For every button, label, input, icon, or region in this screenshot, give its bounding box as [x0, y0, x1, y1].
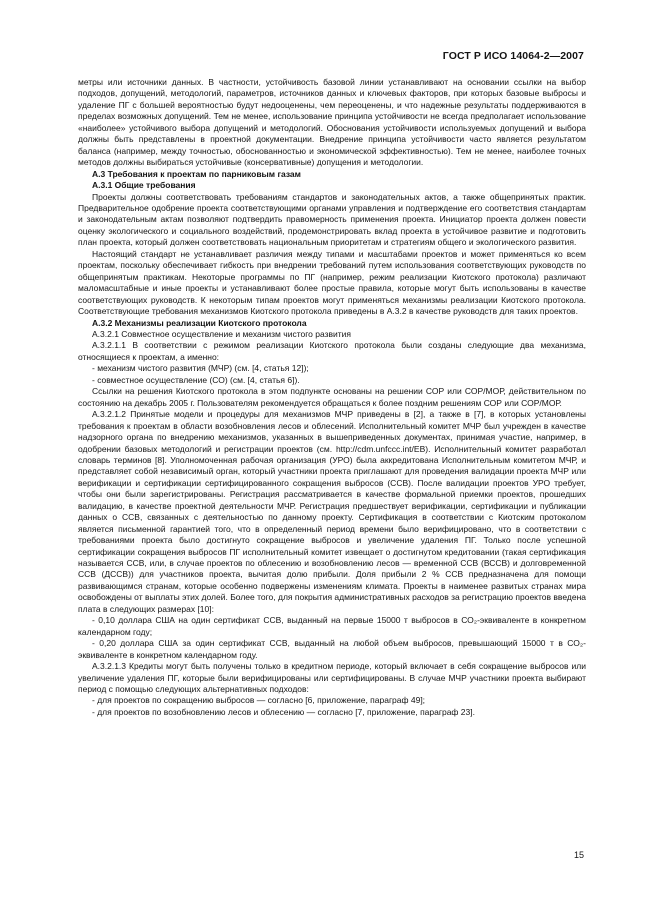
subsection-heading: А.3.2 Механизмы реализации Киотского протокола: [92, 317, 307, 328]
list-item: - 0,10 доллара США на один сертификат ССВ, выданный на первые 15000 т выбросов в СО₂-эквиваленте в конкретном календарном году;: [78, 615, 586, 637]
subsection-heading: А.3.1 Общие требования: [92, 180, 196, 191]
list-item: - 0,20 доллара США за один сертификат ССВ, выданный на любой объем выбросов, превышающий 15000 т в СО₂-эквиваленте в конкретном календарном году.: [78, 638, 586, 660]
section-heading: А.3 Требования к проектам по парниковым газам: [92, 168, 301, 179]
paragraph: Ссылки на решения Киотского протокола в этом подпункте основаны на решении СОР или СОР/МОР, действительном по состоянию на декабрь 2005 г. Пользователям рекомендуется обращаться к более поздним решениям СОР или СОР/МОР.: [78, 386, 586, 408]
paragraph: Проекты должны соответствовать требованиям стандартов и законодательных актов, а также общепринятых практик. Предварительное одобрение проекта соответствующими органами управления и подтверждение его соответствия стандартам и законодательным актам позволяют подтвердить правомерность применения проекта. Инициатор проекта должен повести оценку экологического и социального воздействий, продемонстрировать вклад проекта в устойчивое развитие и подготовить план проекта, который должен соответствовать национальным приоритетам и стратегиям общего и экологического развития.: [78, 191, 586, 248]
document-body: [78, 77, 586, 718]
clause-heading: А.3.2.1 Совместное осуществление и механизм чистого развития: [92, 328, 351, 339]
paragraph: метры или источники данных. В частности, устойчивость базовой линии устанавливают на основании ссылки на выбор подходов, допущений, методологий, параметров, источников данных и ключевых факторов, при которых базовые выбросы и удаление ПГ с большей вероятностью будут недооценены, чем переоценены, и что надежные результаты поддерживаются в пределах возможных допущений. Тем не менее, использование принципа устойчивости не всегда предполагает использование «наиболее» устойчивого выбора допущений и методологий. Обоснования устойчивости используемых допущений и выбора должны быть представлены в проектной документации. Внедрение принципа устойчивости часто является результатом баланса (например, между точностью, обоснованностью и экономической эффективностью). Тем не менее, наиболее точных методов должны выбираться устойчивые (консервативные) допущения и методологии.: [78, 77, 586, 168]
page-number: 15: [573, 850, 584, 860]
list-item: - для проектов по сокращению выбросов — согласно [6, приложение, параграф 49];: [92, 695, 426, 706]
list-item: - механизм чистого развития (МЧР) (см. [4, статья 12]);: [92, 363, 309, 374]
paragraph: А.3.2.1.3 Кредиты могут быть получены только в кредитном периоде, который включает в себя сокращение выбросов или увеличение удаления ПГ, которые были верифицированы или сертифицированы. В случае МЧР участники проекта выбирают период с помощью следующих альтернативных подходов:: [78, 661, 586, 695]
document-header: ГОСТ Р ИСО 14064-2—2007: [442, 50, 584, 62]
paragraph: А.3.2.1.1 В соответствии с режимом реализации Киотского протокола были созданы следующие два механизма, относящиеся к проектам, а именно:: [78, 340, 586, 362]
paragraph: А.3.2.1.2 Принятые модели и процедуры для механизмов МЧР приведены в [2], а также в [7], в которых установлены требования к проектам в области возобновления лесов и облесений. Исполнительный комитет МЧР был учрежден в качестве надзорного органа по внедрению механизмов, указанных в вышеприведенных документах, принимая участие, например, в одобрении базовых методологий и регистрации проектов (см. http://cdm.unfccc.int/EB). Исполнительный комитет разработал словарь терминов [8]. Уполномоченная рабочая организация (УРО) была аккредитована Исполнительным комитетом МЧР, и представляет собой независимый орган, который участники проекта приглашают для проведения валидации проекта МЧР или верификации и сертификации сертифицированного сокращения выбросов (ССВ). После валидации проектов УРО требует, чтобы они были зарегистрированы. Регистрация рассматривается в качестве формальной приемки проектов, прошедших валидацию, в качестве проектной деятельности МЧР. Регистрация предшествует верификации, сертификации и публикации данных о ССВ, связанных с деятельностью по данному проекту. Сертификация в соответствии с Киотским протоколом является письменной гарантией того, что в определенный период времени было верифицировано, что в соответствии с требованиями проекта было достигнуто сокращение выбросов и увеличение удаления ПГ. Только после успешной сертификации сокращения выбросов ПГ исполнительный комитет извещает о достигнутом кредитовании (такая сертификация называется ССВ, или, в случае проектов по облесению и возобновлению лесов — временной ССВ (ВССВ) и долговременной ССВ (ДССВ)) для участников проекта, вычитая долю прибыли. Доля прибыли 2 % ССВ предназначена для помощи развивающимся странам, которые особенно подвержены изменениям климата. Проекты в наименее развитых странах мира освобождены от выплаты этих долей. Более того, для покрытия административных расходов за регистрацию проектов введена плата в следующих размерах [10]:: [78, 409, 586, 614]
list-item: - для проектов по возобновлению лесов и облесению — согласно [7, приложение, параграф 23].: [92, 706, 475, 717]
paragraph: Настоящий стандарт не устанавливает различия между типами и масштабами проектов и может применяться ко всем проектам, поскольку обеспечивает гибкость при внедрении требований путем использования соответствующих руководств по общепринятым практикам. Некоторые программы по ПГ (например, режим реализации Киотского протокола) различают маломасштабные и иные проекты и устанавливают более простые правила, которые могут быть использованы в качестве соответствующих руководств. К некоторым типам проектов могут применяться механизмы реализации Киотского протокола. Соответствующие требования механизмов Киотского протокола приведены в А.3.2 в качестве руководств для таких проектов.: [78, 248, 586, 317]
list-item: - совместное осуществление (СО) (см. [4, статья 6]).: [92, 374, 300, 385]
